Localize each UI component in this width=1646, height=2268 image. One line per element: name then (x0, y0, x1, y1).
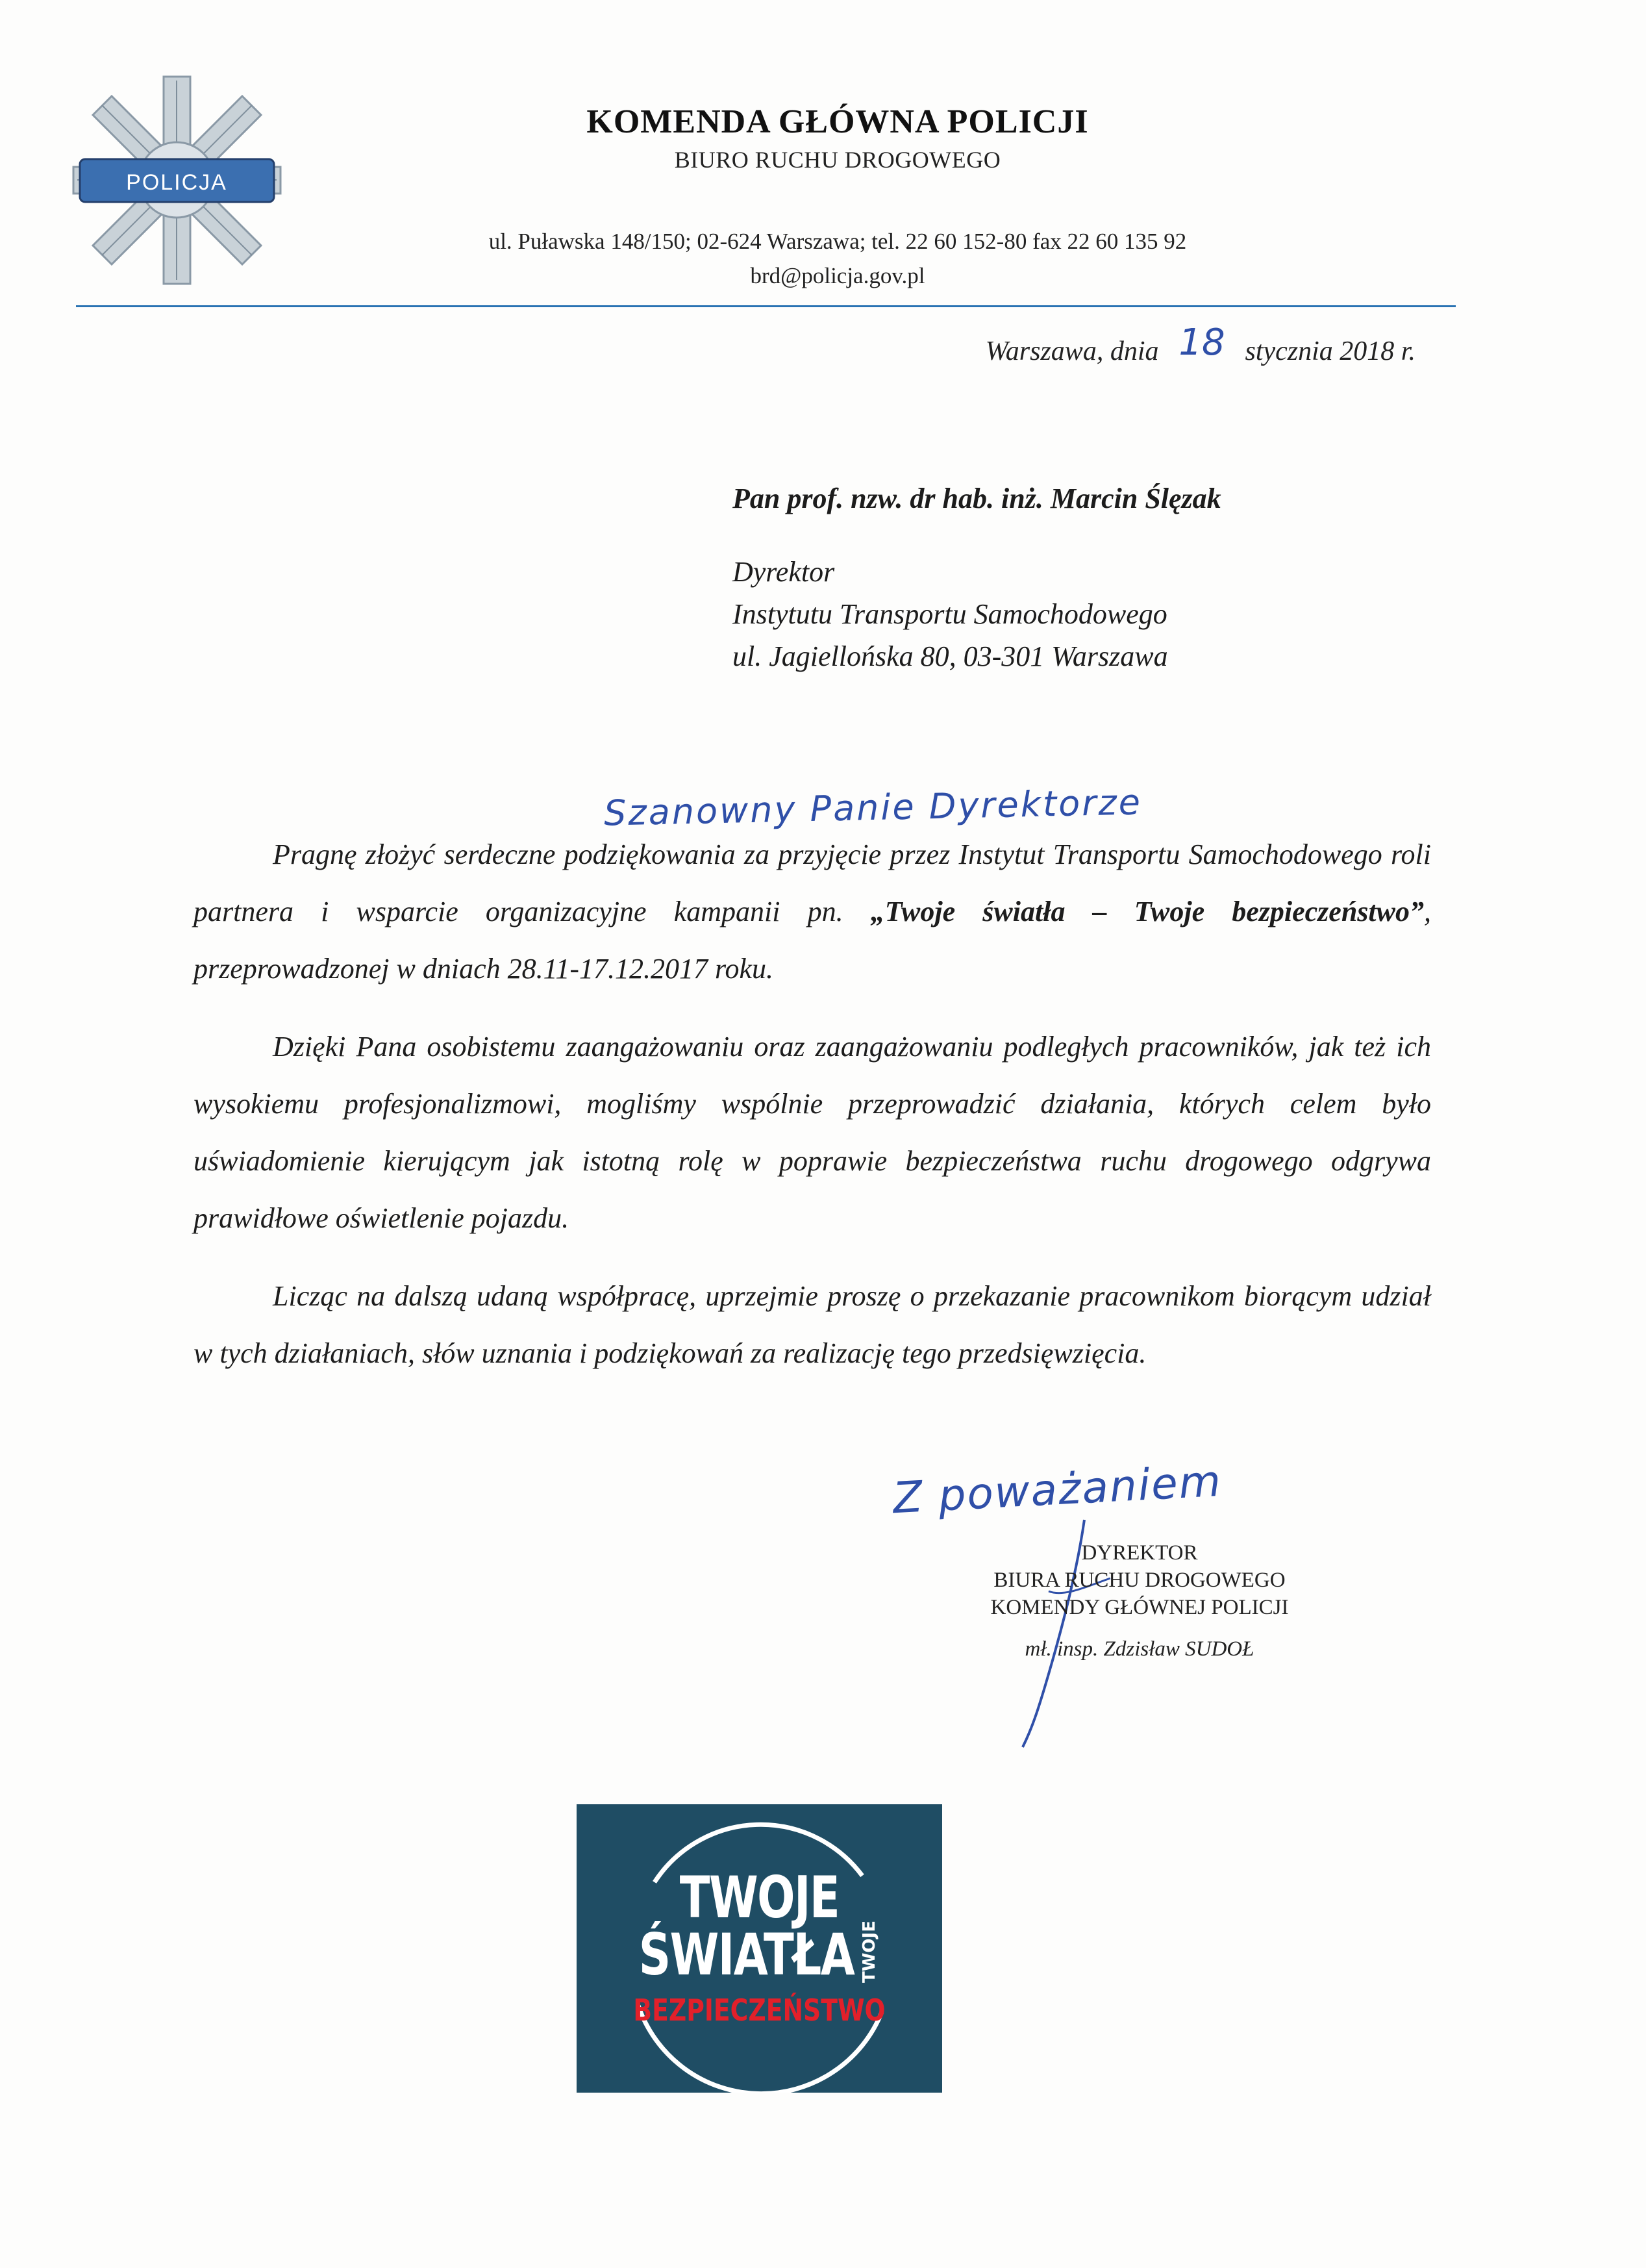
signature-agency: KOMENDY GŁÓWNEJ POLICJI (990, 1596, 1289, 1619)
campaign-line1: TWOJE (679, 1864, 840, 1931)
recipient-address: ul. Jagiellońska 80, 03-301 Warszawa (732, 640, 1168, 672)
handwritten-salutation: Szanowny Panie Dyrektorze (603, 781, 1143, 834)
signature-block (906, 1539, 1373, 1663)
agency-title: KOMENDA GŁÓWNA POLICJI (586, 103, 1089, 140)
campaign-line2: ŚWIATŁA (638, 1921, 854, 1988)
contact-address: ul. Puławska 148/150; 02-624 Warszawa; tel. 22 60 152-80 fax 22 60 135 92 (488, 229, 1187, 254)
signatory-name: mł. insp. Zdzisław SUDOŁ (1025, 1637, 1254, 1661)
recipient-institution: Instytutu Transportu Samochodowego (732, 598, 1167, 630)
header-divider (76, 305, 1456, 307)
signature-department: BIURA RUCHU DROGOWEGO (993, 1569, 1286, 1592)
date-suffix: stycznia 2018 r. (1245, 336, 1415, 366)
paragraph-1-start: Pragnę złożyć serdeczne podziękowania za przyjęcie przez Instytut Transportu Samochodowego roli partnera i wsparcie organizacyjne kampanii pn. (193, 838, 1431, 927)
date-day-handwritten: 18 (1178, 321, 1225, 364)
campaign-logo (577, 1804, 942, 2093)
contact-email: brd@policja.gov.pl (750, 263, 925, 288)
paragraph-1 (193, 826, 1431, 998)
campaign-line3: BEZPIECZEŃSTWO (633, 1993, 886, 2028)
recipient-name: Pan prof. nzw. dr hab. inż. Marcin Ślęzak (732, 483, 1221, 514)
recipient-position: Dyrektor (732, 556, 835, 588)
letter-body (193, 826, 1431, 1403)
logo-text: POLICJA (126, 170, 227, 195)
paragraph-3: Licząc na dalszą udaną współpracę, uprzejmie proszę o przekazanie pracownikom biorącym udział w tych działaniach, słów uznania i podziękowań za realizację tego przedsięwzięcia. (193, 1280, 1431, 1369)
date-prefix: Warszawa, dnia (985, 336, 1159, 366)
paragraph-2: Dzięki Pana osobistemu zaangażowaniu oraz zaangażowaniu podległych pracowników, jak też ich wysokiemu profesjonalizmowi, mogliśmy wspólnie przeprowadzić działania, których celem było uświadomienie kierującym jak istotną rolę w poprawie bezpieczeństwa ruchu drogowego odgrywa prawidłowe oświetlenie pojazdu. (193, 1031, 1431, 1234)
signature-title: DYREKTOR (1081, 1541, 1198, 1565)
department-subtitle: BIURO RUCHU DROGOWEGO (674, 147, 1001, 173)
recipient-block (732, 477, 1221, 677)
campaign-name: „Twoje światła – Twoje bezpieczeństwo” (870, 896, 1424, 927)
campaign-vertical-text: TWOJE (860, 1921, 879, 1983)
letter-date (985, 321, 1415, 369)
handwritten-closing: Z poważaniem (892, 1455, 1223, 1524)
paragraph-1-end: , przeprowadzonej w dniach 28.11-17.12.2017 roku. (193, 896, 1431, 985)
police-star-logo (68, 71, 286, 289)
